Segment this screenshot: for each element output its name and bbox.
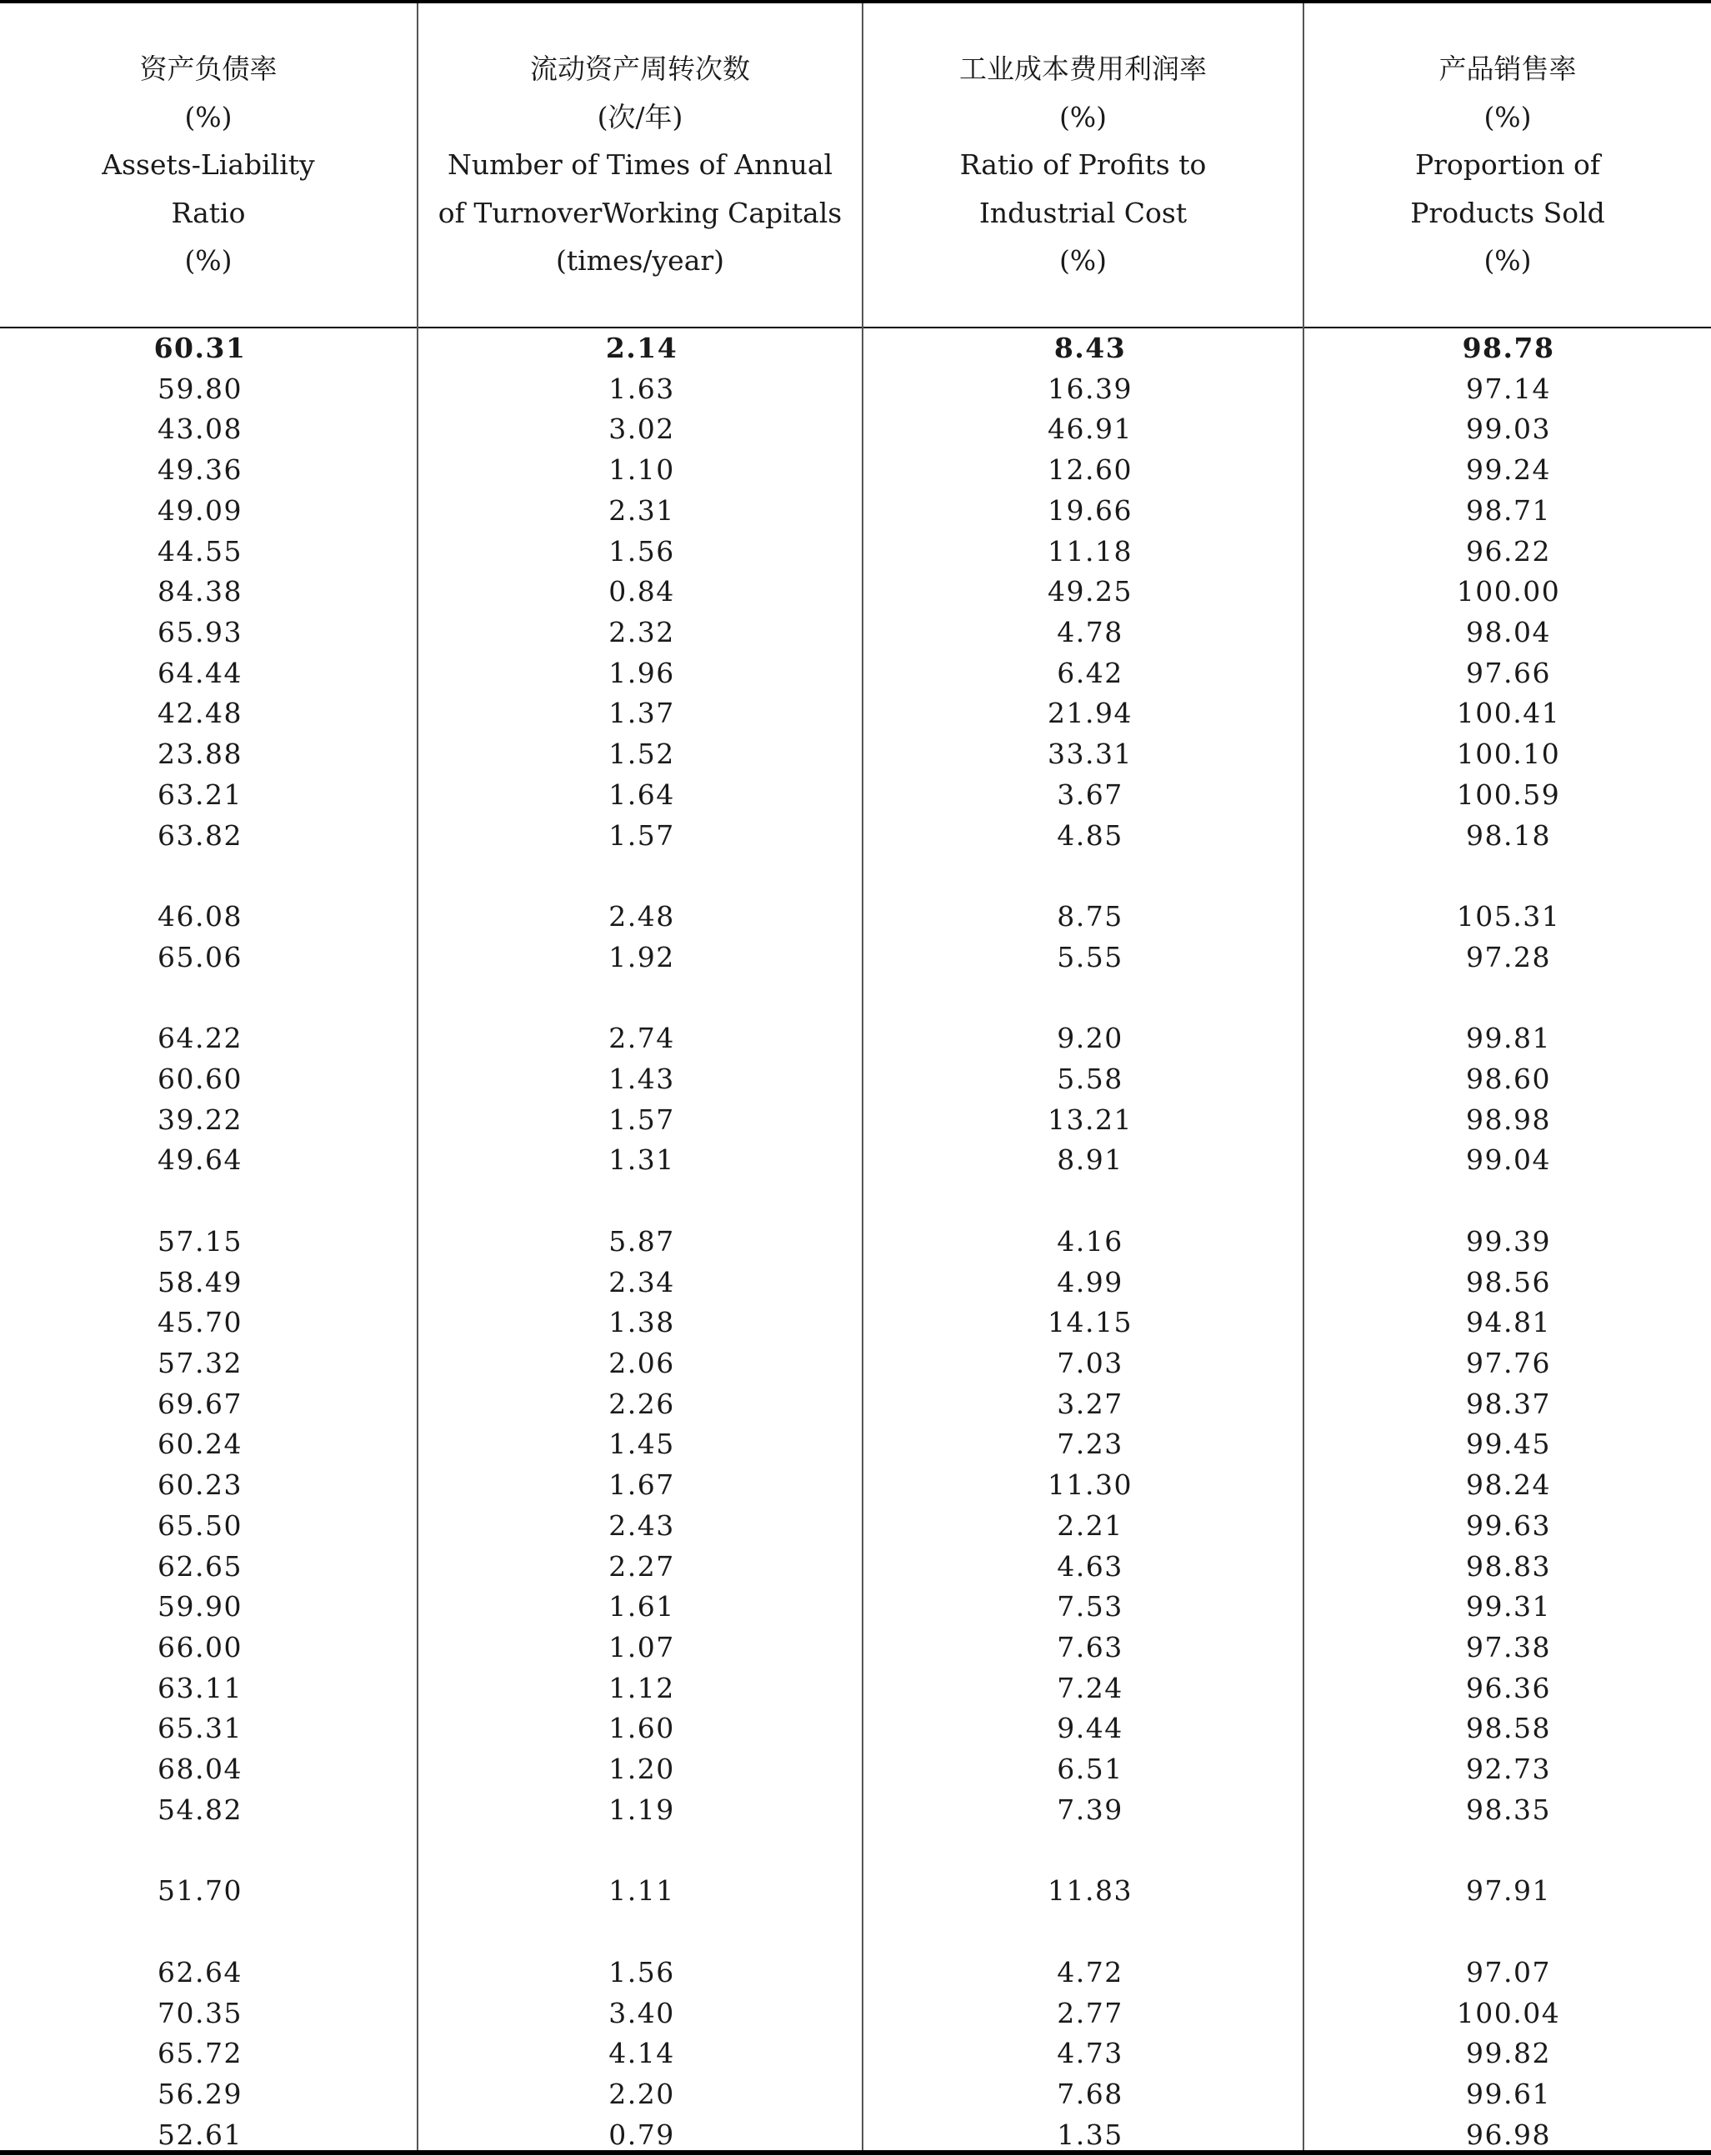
- table-cell: 59.90: [158, 1590, 243, 1623]
- table-cell: 84.38: [158, 575, 243, 608]
- table-cell: 1.56: [608, 534, 675, 568]
- table-cell: 23.88: [158, 738, 243, 771]
- table-cell: 59.80: [158, 372, 243, 405]
- table-cell: 49.64: [158, 1143, 243, 1177]
- column-header: [863, 3, 1303, 327]
- table-cell: 100.59: [1456, 778, 1561, 811]
- table-cell: 100.04: [1456, 1996, 1561, 2029]
- table-cell: 99.04: [1466, 1143, 1551, 1177]
- table-cell: 5.55: [1057, 940, 1123, 973]
- table-cell: 1.12: [608, 1671, 675, 1704]
- table-cell: 4.99: [1057, 1265, 1123, 1298]
- table-cell: 2.27: [608, 1549, 675, 1583]
- table-cell: 1.38: [608, 1306, 675, 1339]
- table-cell: 8.43: [1053, 332, 1127, 364]
- table-cell: 1.67: [608, 1468, 675, 1502]
- table-cell: 8.91: [1057, 1143, 1123, 1177]
- column-header: [0, 3, 417, 327]
- column-header: [418, 3, 862, 327]
- table-cell: 1.37: [608, 697, 675, 730]
- table-cell: 63.82: [158, 818, 243, 852]
- table-cell: 5.58: [1057, 1062, 1123, 1095]
- table-cell: 99.31: [1466, 1590, 1551, 1623]
- table-cell: 49.25: [1048, 575, 1133, 608]
- table-cell: 33.31: [1048, 738, 1133, 771]
- table-cell: 4.63: [1057, 1549, 1123, 1583]
- table-cell: 6.42: [1057, 656, 1123, 689]
- table-cell: 1.19: [608, 1793, 675, 1826]
- table-cell: 16.39: [1048, 372, 1133, 405]
- table-cell: 2.32: [608, 616, 675, 649]
- table-cell: 60.31: [153, 332, 247, 364]
- table-cell: 94.81: [1466, 1306, 1551, 1339]
- table-cell: 1.60: [608, 1712, 675, 1745]
- column-header-line: (times/year): [555, 244, 725, 278]
- table-cell: 97.07: [1466, 1955, 1551, 1988]
- table-cell: 99.63: [1466, 1508, 1551, 1542]
- table-cell: 64.22: [158, 1022, 243, 1055]
- table-cell: 4.16: [1057, 1224, 1123, 1258]
- table-cell: 9.44: [1057, 1712, 1123, 1745]
- column-header-line: 工业成本费用利润率: [959, 53, 1207, 86]
- column-header-line: 产品销售率: [1438, 53, 1577, 86]
- table-cell: 7.53: [1057, 1590, 1123, 1623]
- table-cell: 60.60: [158, 1062, 243, 1095]
- table-cell: 2.77: [1057, 1996, 1123, 2029]
- column-header-line: of TurnoverWorking Capitals: [438, 196, 843, 229]
- table-cell: 98.78: [1462, 332, 1555, 364]
- table-cell: 13.21: [1048, 1103, 1133, 1136]
- table-cell: 56.29: [158, 2077, 243, 2110]
- table-cell: 7.23: [1057, 1428, 1123, 1461]
- table-cell: 98.35: [1466, 1793, 1551, 1826]
- table-cell: 2.31: [608, 493, 675, 527]
- table-cell: 65.06: [158, 940, 243, 973]
- table-cell: 49.36: [158, 453, 243, 487]
- table-cell: 98.37: [1466, 1387, 1551, 1420]
- column-header-line: 流动资产周转次数: [530, 53, 750, 86]
- table-cell: 97.66: [1466, 656, 1551, 689]
- table-cell: 98.24: [1466, 1468, 1551, 1502]
- table-cell: 1.92: [608, 940, 675, 973]
- table-cell: 46.08: [158, 900, 243, 933]
- table-cell: 49.09: [158, 493, 243, 527]
- column-header-line: Assets-Liability: [102, 148, 315, 182]
- table-cell: 96.36: [1466, 1671, 1551, 1704]
- table-cell: 57.15: [158, 1224, 243, 1258]
- table-cell: 63.11: [158, 1671, 243, 1704]
- table-cell: 98.56: [1466, 1265, 1551, 1298]
- table-cell: 44.55: [158, 534, 243, 568]
- table-cell: 2.26: [608, 1387, 675, 1420]
- table-cell: 65.31: [158, 1712, 243, 1745]
- table-cell: 45.70: [158, 1306, 243, 1339]
- column-header-line: (%): [1058, 244, 1108, 278]
- table-cell: 3.02: [608, 413, 675, 446]
- table-cell: 3.40: [608, 1996, 675, 2029]
- table-cell: 1.57: [608, 1103, 675, 1136]
- table-cell: 99.39: [1466, 1224, 1551, 1258]
- column-header-line: Ratio: [171, 196, 246, 229]
- table-cell: 66.00: [158, 1631, 243, 1664]
- column-header-line: Proportion of: [1414, 148, 1601, 182]
- table-cell: 5.87: [608, 1224, 675, 1258]
- table-cell: 57.32: [158, 1347, 243, 1379]
- column-header-line: 资产负债率: [139, 53, 278, 86]
- table-cell: 7.63: [1057, 1631, 1123, 1664]
- table-cell: 1.43: [608, 1062, 675, 1095]
- column-header-line: (%): [184, 100, 233, 133]
- table-cell: 3.27: [1057, 1387, 1123, 1420]
- table-cell: 14.15: [1048, 1306, 1133, 1339]
- table-cell: 98.18: [1466, 818, 1551, 852]
- table-cell: 1.31: [608, 1143, 675, 1177]
- table-cell: 60.24: [158, 1428, 243, 1461]
- table-cell: 100.00: [1456, 575, 1561, 608]
- table-cell: 1.56: [608, 1955, 675, 1988]
- column-header-line: Industrial Cost: [978, 196, 1188, 229]
- table-cell: 2.21: [1057, 1508, 1123, 1542]
- column-header-line: (%): [184, 244, 233, 278]
- table-cell: 2.14: [605, 332, 678, 364]
- table-bottom-rule: [0, 2150, 1711, 2155]
- column-header-line: Products Sold: [1410, 196, 1605, 229]
- table-cell: 98.98: [1466, 1103, 1551, 1136]
- table-cell: 99.81: [1466, 1022, 1551, 1055]
- header-bottom-rule: [0, 327, 1711, 328]
- table-cell: 97.28: [1466, 940, 1551, 973]
- table-cell: 64.44: [158, 656, 243, 689]
- table-cell: 65.93: [158, 616, 243, 649]
- table-cell: 60.23: [158, 1468, 243, 1502]
- table-cell: 65.72: [158, 2037, 243, 2070]
- table-cell: 52.61: [158, 2118, 243, 2151]
- column-header-line: (%): [1483, 100, 1532, 133]
- table-cell: 2.06: [608, 1347, 675, 1379]
- table-cell: 12.60: [1048, 453, 1133, 487]
- table-cell: 4.14: [608, 2037, 675, 2070]
- table-cell: 46.91: [1048, 413, 1133, 446]
- table-cell: 65.50: [158, 1508, 243, 1542]
- table-cell: 99.61: [1466, 2077, 1551, 2110]
- table-cell: 68.04: [158, 1753, 243, 1786]
- table-cell: 4.78: [1057, 616, 1123, 649]
- table-cell: 1.20: [608, 1753, 675, 1786]
- table-cell: 98.04: [1466, 616, 1551, 649]
- table-cell: 39.22: [158, 1103, 243, 1136]
- table-cell: 6.51: [1057, 1753, 1123, 1786]
- table-cell: 96.22: [1466, 534, 1551, 568]
- table-cell: 58.49: [158, 1265, 243, 1298]
- table-cell: 92.73: [1466, 1753, 1551, 1786]
- column-header-line: (次/年): [597, 100, 683, 133]
- column-header-line: (%): [1058, 100, 1108, 133]
- table-cell: 2.48: [608, 900, 675, 933]
- table-cell: 2.74: [608, 1022, 675, 1055]
- column-header-line: Number of Times of Annual: [447, 148, 833, 182]
- table-cell: 11.18: [1048, 534, 1133, 568]
- column-header-line: Ratio of Profits to: [959, 148, 1207, 182]
- table-cell: 105.31: [1456, 900, 1561, 933]
- table-cell: 99.45: [1466, 1428, 1551, 1461]
- table-cell: 54.82: [158, 1793, 243, 1826]
- table-cell: 98.60: [1466, 1062, 1551, 1095]
- table-cell: 11.83: [1048, 1874, 1133, 1908]
- table-cell: 19.66: [1048, 493, 1133, 527]
- table-cell: 70.35: [158, 1996, 243, 2029]
- table-cell: 98.71: [1466, 493, 1551, 527]
- table-cell: 1.57: [608, 818, 675, 852]
- table-cell: 1.11: [608, 1874, 675, 1908]
- table-cell: 11.30: [1048, 1468, 1133, 1502]
- table-cell: 43.08: [158, 413, 243, 446]
- table-cell: 99.82: [1466, 2037, 1551, 2070]
- table-cell: 97.91: [1466, 1874, 1551, 1908]
- table-cell: 42.48: [158, 697, 243, 730]
- table-cell: 9.20: [1057, 1022, 1123, 1055]
- table-cell: 2.43: [608, 1508, 675, 1542]
- table-cell: 99.24: [1466, 453, 1551, 487]
- table-cell: 4.72: [1057, 1955, 1123, 1988]
- table-cell: 1.61: [608, 1590, 675, 1623]
- table-cell: 1.45: [608, 1428, 675, 1461]
- table-cell: 97.76: [1466, 1347, 1551, 1379]
- table-cell: 3.67: [1057, 778, 1123, 811]
- table-cell: 100.41: [1456, 697, 1561, 730]
- table-cell: 97.38: [1466, 1631, 1551, 1664]
- table-cell: 0.84: [608, 575, 675, 608]
- table-cell: 98.58: [1466, 1712, 1551, 1745]
- table-cell: 1.64: [608, 778, 675, 811]
- table-cell: 4.85: [1057, 818, 1123, 852]
- table-cell: 62.65: [158, 1549, 243, 1583]
- table-cell: 1.63: [608, 372, 675, 405]
- table-cell: 7.39: [1057, 1793, 1123, 1826]
- table-cell: 2.20: [608, 2077, 675, 2110]
- table-cell: 100.10: [1456, 738, 1561, 771]
- table-cell: 98.83: [1466, 1549, 1551, 1583]
- table-cell: 7.03: [1057, 1347, 1123, 1379]
- table-cell: 51.70: [158, 1874, 243, 1908]
- table-cell: 7.24: [1057, 1671, 1123, 1704]
- table-cell: 63.21: [158, 778, 243, 811]
- table-cell: 1.52: [608, 738, 675, 771]
- table-cell: 96.98: [1466, 2118, 1551, 2151]
- table-cell: 1.96: [608, 656, 675, 689]
- table-cell: 2.34: [608, 1265, 675, 1298]
- column-header: [1304, 3, 1711, 327]
- table-cell: 97.14: [1466, 372, 1551, 405]
- table-cell: 1.07: [608, 1631, 675, 1664]
- table-cell: 1.10: [608, 453, 675, 487]
- table-cell: 99.03: [1466, 413, 1551, 446]
- table-cell: 0.79: [608, 2118, 675, 2151]
- table-cell: 1.35: [1057, 2118, 1123, 2151]
- table-cell: 62.64: [158, 1955, 243, 1988]
- table-cell: 4.73: [1057, 2037, 1123, 2070]
- table-cell: 8.75: [1057, 900, 1123, 933]
- column-header-line: (%): [1483, 244, 1532, 278]
- table-cell: 21.94: [1048, 697, 1133, 730]
- table-cell: 69.67: [158, 1387, 243, 1420]
- table-cell: 7.68: [1057, 2077, 1123, 2110]
